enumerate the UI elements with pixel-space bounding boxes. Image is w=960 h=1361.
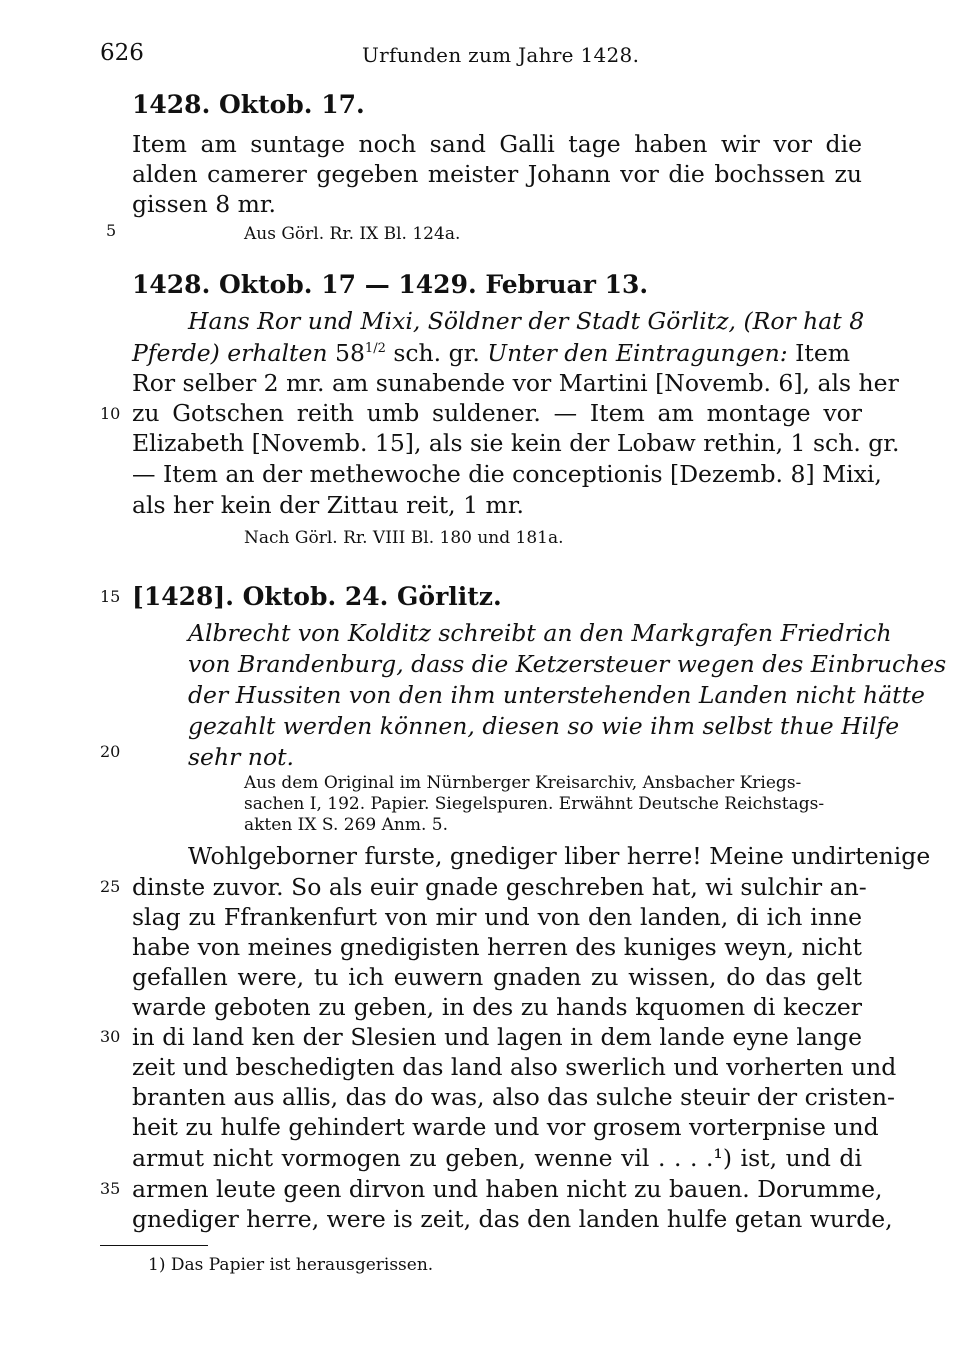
entry-heading: 1428. Oktob. 17. (132, 90, 365, 119)
footnote (148, 1255, 433, 1275)
summary-line: Hans Ror und Mixi, Söldner der Stadt Görlitz, (Ror hat 8 (188, 307, 865, 335)
summary-line: sehr not. (188, 743, 295, 771)
text-line: Item am suntage noch sand Galli tage haben wir vor die (132, 130, 862, 158)
page-header (100, 40, 860, 72)
text-line: als her kein der Zittau reit, 1 mr. (132, 491, 524, 519)
letter-line: gnediger herre, were is zeit, das den landen hulfe getan wurde, (132, 1205, 893, 1233)
summary-line: Pferde) erhalten $58^{1/2}$ sch. gr. Unter den Eintragungen: Item (132, 339, 851, 367)
summary-line: Albrecht von Kolditz schreibt an den Markgrafen Friedrich (188, 619, 892, 647)
letter-line: in di land ken der Slesien und lagen in dem lande eyne lange (132, 1023, 862, 1051)
running-title: Urfunden zum Jahre 1428. (362, 43, 640, 67)
footnote-text: Das Papier ist herausgerissen. (170, 1255, 434, 1275)
letter-line: armen leute geen dirvon und haben nicht zu bauen. Dorumme, (132, 1175, 883, 1203)
source-note: sachen I, 192. Papier. Siegelspuren. Erwähnt Deutsche Reichstags- (244, 794, 825, 814)
letter-line: gefallen were, tu ich euwern gnaden zu wissen, do das gelt (132, 963, 862, 991)
footnote-rule (100, 1245, 208, 1246)
source-note: Nach Görl. Rr. VIII Bl. 180 und 181a. (244, 528, 564, 548)
text-line: zu Gotschen reith umb suldener. — Item am montage vor (132, 399, 862, 427)
line-number: 25 (100, 877, 121, 896)
letter-line: Wohlgeborner furste, gnediger liber herre! Meine undirtenige (188, 842, 931, 870)
summary-line: von Brandenburg, dass die Ketzersteuer wegen des Einbruches (188, 650, 947, 678)
letter-line: zeit und beschedigten das land also swerlich und vorherten und (132, 1053, 897, 1081)
source-note: akten IX S. 269 Anm. 5. (244, 815, 448, 835)
line-number: 30 (100, 1027, 121, 1046)
footnote-mark: 1) (148, 1255, 166, 1275)
line-number: 10 (100, 404, 121, 423)
text-line: — Item an der methewoche die conceptionis [Dezemb. 8] Mixi, (132, 460, 882, 488)
entry-heading: [1428]. Oktob. 24. Görlitz. (132, 582, 502, 611)
text-line: Ror selber 2 mr. am sunabende vor Martini [Novemb. 6], als her (132, 369, 899, 397)
letter-line: heit zu hulfe gehindert warde und vor grosem vorterpnise und (132, 1113, 879, 1141)
page-number: 626 (100, 40, 144, 66)
letter-line: habe von meines gnedigisten herren des kuniges weyn, nicht (132, 933, 862, 961)
source-note: Aus dem Original im Nürnberger Kreisarchiv, Ansbacher Kriegs- (244, 773, 802, 793)
text-line: Elizabeth [Novemb. 15], als sie kein der Lobaw rethin, 1 sch. gr. (132, 429, 900, 457)
summary-line: der Hussiten von den ihm unterstehenden Landen nicht hätte (188, 681, 925, 709)
letter-line: branten aus allis, das do was, also das sulche steuir der cristen- (132, 1083, 895, 1111)
summary-line: gezahlt werden können, diesen so wie ihm selbst thue Hilfe (188, 712, 900, 740)
line-number: 15 (100, 587, 121, 606)
line-number: 35 (100, 1179, 121, 1198)
letter-line: armut nicht vormogen zu geben, wenne vil . . . .¹) ist, und di (132, 1144, 862, 1172)
line-number: 5 (106, 221, 117, 240)
letter-line: warde geboten zu geben, in des zu hands kquomen di keczer (132, 993, 862, 1021)
source-note: Aus Görl. Rr. IX Bl. 124a. (244, 224, 461, 244)
letter-line: dinste zuvor. So als euir gnade geschreben hat, wi sulchir an- (132, 873, 867, 901)
text-line: alden camerer gegeben meister Johann vor die bochssen zu (132, 160, 862, 188)
text-line: gissen 8 mr. (132, 190, 277, 218)
letter-line: slag zu Ffrankenfurt von mir und von den landen, di ich inne (132, 903, 862, 931)
line-number: 20 (100, 742, 121, 761)
entry-heading: 1428. Oktob. 17 — 1429. Februar 13. (132, 270, 649, 299)
